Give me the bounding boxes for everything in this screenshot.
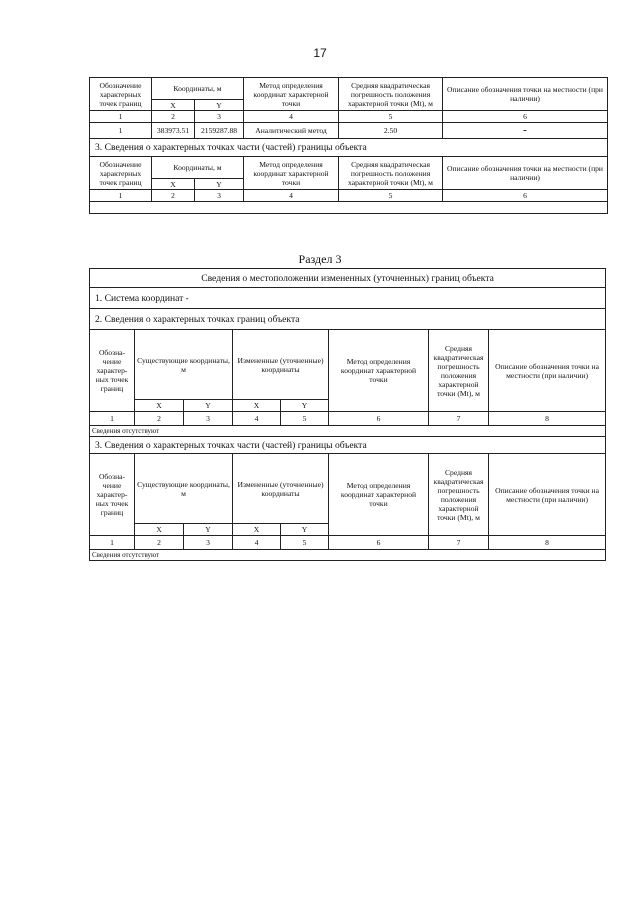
error-header: Средняя квадратическая погрешность положения характерной точки (Mt), м xyxy=(429,330,489,412)
y-header: Y xyxy=(184,524,233,536)
column-number: 5 xyxy=(339,190,443,202)
column-number: 7 xyxy=(429,536,489,550)
y-header: Y xyxy=(195,100,244,111)
error-header: Средняя квадратическая погрешность положения характерной точки (Mt), м xyxy=(339,78,443,111)
description-header: Описание обозначения точки на местности (при наличии) xyxy=(443,157,608,190)
column-number: 2 xyxy=(135,536,184,550)
page-number: 17 xyxy=(313,46,327,60)
column-number: 3 xyxy=(195,190,244,202)
description-header: Описание обозначения точки на местности (при наличии) xyxy=(489,454,606,536)
razdel-title: Раздел 3 xyxy=(298,252,342,266)
error-header: Средняя квадратическая погрешность положения характерной точки (Mt), м xyxy=(429,454,489,536)
y-header: Y xyxy=(195,179,244,190)
designation-header: Обозна-чение характер-ных точек границ xyxy=(90,330,135,412)
y-header: Y xyxy=(281,400,329,412)
method-header: Метод определения координат характерной точки xyxy=(329,454,429,536)
y-header: Y xyxy=(184,400,233,412)
column-number: 4 xyxy=(233,412,281,426)
method-header: Метод определения координат характерной точки xyxy=(244,157,339,190)
razdel-header: Сведения о местоположении измененных (уточненных) границ объекта xyxy=(90,269,606,288)
existing-coordinates-header: Существующие координаты, м xyxy=(135,330,233,400)
column-number: 6 xyxy=(329,412,429,426)
x-header: X xyxy=(233,400,281,412)
absent-note: Сведения отсутствуют xyxy=(90,426,606,437)
coordinate-system: 1. Система координат - xyxy=(90,288,606,309)
column-number: 2 xyxy=(135,412,184,426)
x-header: X xyxy=(135,400,184,412)
designation-header: Обозна-чение характер-ных точек границ xyxy=(90,454,135,536)
table-cell: 2159287.88 xyxy=(195,123,244,139)
changed-coordinates-header: Измененные (уточненные) координаты xyxy=(233,330,329,400)
x-header: X xyxy=(152,100,195,111)
description-header: Описание обозначения точки на местности (при наличии) xyxy=(443,78,608,111)
table-cell: - xyxy=(443,123,608,139)
designation-header: Обозначение характерных точек границ xyxy=(90,78,152,111)
column-number: 3 xyxy=(195,111,244,123)
column-number: 7 xyxy=(429,412,489,426)
column-number: 6 xyxy=(329,536,429,550)
absent-note: Сведения отсутствуют xyxy=(90,550,606,561)
method-header: Метод определения координат характерной точки xyxy=(244,78,339,111)
column-number: 4 xyxy=(244,190,339,202)
changed-boundaries-table xyxy=(89,268,606,561)
column-number: 4 xyxy=(233,536,281,550)
x-header: X xyxy=(152,179,195,190)
column-number: 6 xyxy=(443,190,608,202)
column-number: 8 xyxy=(489,536,606,550)
changed-coordinates-header: Измененные (уточненные) координаты xyxy=(233,454,329,524)
column-number: 6 xyxy=(443,111,608,123)
column-number: 5 xyxy=(281,536,329,550)
column-number: 4 xyxy=(244,111,339,123)
column-number: 1 xyxy=(90,536,135,550)
table-cell: 2.50 xyxy=(339,123,443,139)
column-number: 3 xyxy=(184,412,233,426)
column-number: 5 xyxy=(339,111,443,123)
table-cell: 1 xyxy=(90,123,152,139)
coordinates-header: Координаты, м xyxy=(152,157,244,179)
table-cell: 383973.51 xyxy=(152,123,195,139)
coordinates-header: Координаты, м xyxy=(152,78,244,100)
column-number: 1 xyxy=(90,190,152,202)
x-header: X xyxy=(135,524,184,536)
method-header: Метод определения координат характерной точки xyxy=(329,330,429,412)
column-number: 1 xyxy=(90,111,152,123)
table-cell: Аналитический метод xyxy=(244,123,339,139)
column-number: 1 xyxy=(90,412,135,426)
y-header: Y xyxy=(281,524,329,536)
description-header: Описание обозначения точки на местности (при наличии) xyxy=(489,330,606,412)
designation-header: Обозначение характерных точек границ xyxy=(90,157,152,190)
section3-title: 3. Сведения о характерных точках части (частей) границы объекта xyxy=(90,437,606,454)
existing-coordinates-header: Существующие координаты, м xyxy=(135,454,233,524)
column-number: 8 xyxy=(489,412,606,426)
boundary-points-table xyxy=(89,77,608,214)
column-number: 3 xyxy=(184,536,233,550)
column-number: 2 xyxy=(152,111,195,123)
column-number: 5 xyxy=(281,412,329,426)
section3-title: 3. Сведения о характерных точках части (частей) границы объекта xyxy=(90,139,608,157)
column-number: 2 xyxy=(152,190,195,202)
empty-row xyxy=(90,202,608,214)
x-header: X xyxy=(233,524,281,536)
section2-title: 2. Сведения о характерных точках границ объекта xyxy=(90,309,606,330)
error-header: Средняя квадратическая погрешность положения характерной точки (Mt), м xyxy=(339,157,443,190)
